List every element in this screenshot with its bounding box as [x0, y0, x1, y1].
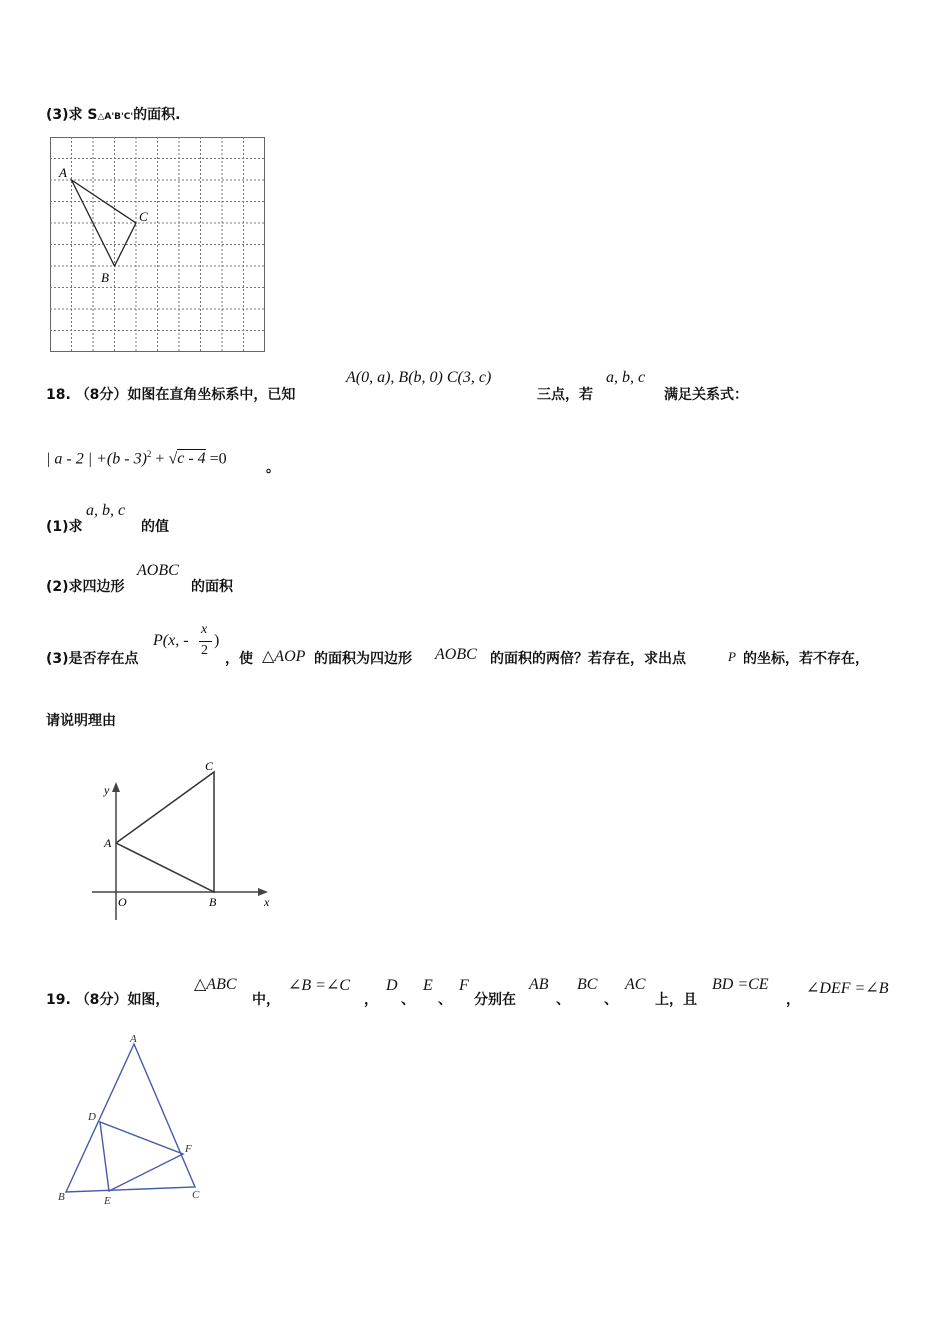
q19-fig-label-b: B [58, 1191, 65, 1203]
q19-angle-eq: ∠B =∠C [288, 977, 351, 994]
q19-fig-label-d: D [88, 1111, 96, 1123]
q18-p3-shape: AOBC [435, 646, 477, 663]
q19-tri: △ABC [194, 976, 237, 993]
q18-p1-suffix: 的值 [141, 519, 169, 535]
q18-fig-label-a: A [104, 836, 112, 850]
q19-fig-label-e: E [104, 1195, 111, 1207]
q17-part3-suffix: 的面积. [133, 107, 181, 123]
q18-mid: 三点，若 [537, 387, 593, 403]
q19-s3: 、 [556, 992, 570, 1008]
q18-fig-label-b: B [209, 895, 217, 909]
q18-score: （8分） [75, 387, 128, 403]
q18-fig-label-c: C [205, 759, 214, 773]
q17-label-a: A [59, 165, 67, 180]
q19-f: F [459, 977, 469, 994]
q17-label-c: C [139, 209, 148, 224]
q18-p1-prefix: (1)求 [46, 519, 83, 535]
q19-number [46, 989, 169, 1009]
q18-equation [46, 449, 227, 468]
q19-def: ∠DEF =∠B [806, 980, 889, 997]
q18-p3-comma: ，使 [225, 651, 253, 667]
q19-s4: 、 [604, 992, 618, 1008]
q18-figure [90, 758, 280, 926]
q19-fig-label-a: A [130, 1033, 137, 1045]
q18-sqrt-icon: √ [168, 450, 178, 468]
q19-bc: BC [577, 976, 598, 993]
q19-bd-ce: BD =CE [712, 976, 769, 993]
q18-p3-frac-bar [199, 641, 212, 642]
q18-quad [116, 772, 214, 892]
q18-eq-plus: + [151, 450, 169, 468]
q18-p3-prefix: (3)是否存在点 [46, 651, 139, 667]
q19-s2: 、 [438, 992, 452, 1008]
q18-eq-root: c - 4 [177, 450, 206, 468]
q18-intro: 如图在直角坐标系中，已知 [127, 387, 296, 403]
q19-shang: 上，且 [655, 992, 697, 1008]
q18-vars: a, b, c [606, 369, 646, 386]
q19-fenbie: 分别在 [474, 992, 516, 1008]
q18-end: 满足关系式： [664, 387, 748, 403]
q18-p3-frac-den: 2 [201, 643, 208, 658]
q19-zhong: 中， [252, 992, 280, 1008]
q18-points: A(0, a), B(b, 0) C(3, c) [346, 369, 492, 386]
q19-ab: AB [529, 976, 549, 993]
q19-c1: ， [364, 992, 378, 1008]
q19-triangle-def [100, 1122, 183, 1191]
q18-p3-line2: 请说明理由 [46, 713, 116, 729]
q18-eq-left: | a - 2 | +(b - 3) [46, 450, 147, 468]
q18-p2-shape: AOBC [137, 562, 179, 579]
q19-score: （8分） [75, 992, 128, 1008]
q18-num: 18. [46, 387, 71, 403]
q18-p3-end: 的坐标，若不存在， [743, 651, 869, 667]
q19-fig-label-c: C [192, 1189, 200, 1201]
q17-label-b: B [101, 270, 109, 285]
q18-p3-point-right: ) [214, 632, 220, 649]
q17-part3-prefix: (3)求 S [46, 107, 98, 123]
q19-c2: ， [786, 992, 800, 1008]
q18-eq-right: =0 [205, 450, 227, 468]
q19-num: 19. [46, 992, 71, 1008]
q18-p3-p: P [728, 649, 736, 664]
q19-ac: AC [625, 976, 646, 993]
q18-eq-exp: 2 [146, 449, 152, 459]
q18-p3-point-left: P(x, - [153, 632, 189, 649]
q18-p1-vars: a, b, c [86, 502, 126, 519]
q18-number [46, 384, 295, 404]
q19-figure [52, 1030, 220, 1210]
q18-p3-frac-num: x [201, 622, 208, 637]
q17-part3 [46, 104, 180, 124]
q18-fig-label-y: y [104, 783, 110, 797]
q17-grid-figure [50, 137, 266, 353]
q18-p2-prefix: (2)求四边形 [46, 579, 125, 595]
q17-part3-sub: △A'B'C' [97, 112, 134, 122]
q18-p2-suffix: 的面积 [191, 579, 233, 595]
q18-p3-mid: 的面积为四边形 [314, 651, 412, 667]
q19-intro: 如图， [127, 992, 170, 1008]
q19-triangle-abc [66, 1044, 195, 1192]
q18-eq-end: 。 [266, 460, 280, 476]
q19-e: E [423, 977, 433, 994]
q19-d: D [386, 977, 398, 994]
q18-p3-tri: △AOP [262, 648, 306, 665]
q19-s1: 、 [401, 992, 415, 1008]
q18-fig-label-x: x [264, 895, 270, 909]
q18-fig-label-o: O [118, 895, 127, 909]
q19-fig-label-f: F [185, 1143, 192, 1155]
q18-y-arrow-icon [112, 782, 120, 792]
q18-p3-rest: 的面积的两倍？若存在，求出点 [490, 651, 686, 667]
